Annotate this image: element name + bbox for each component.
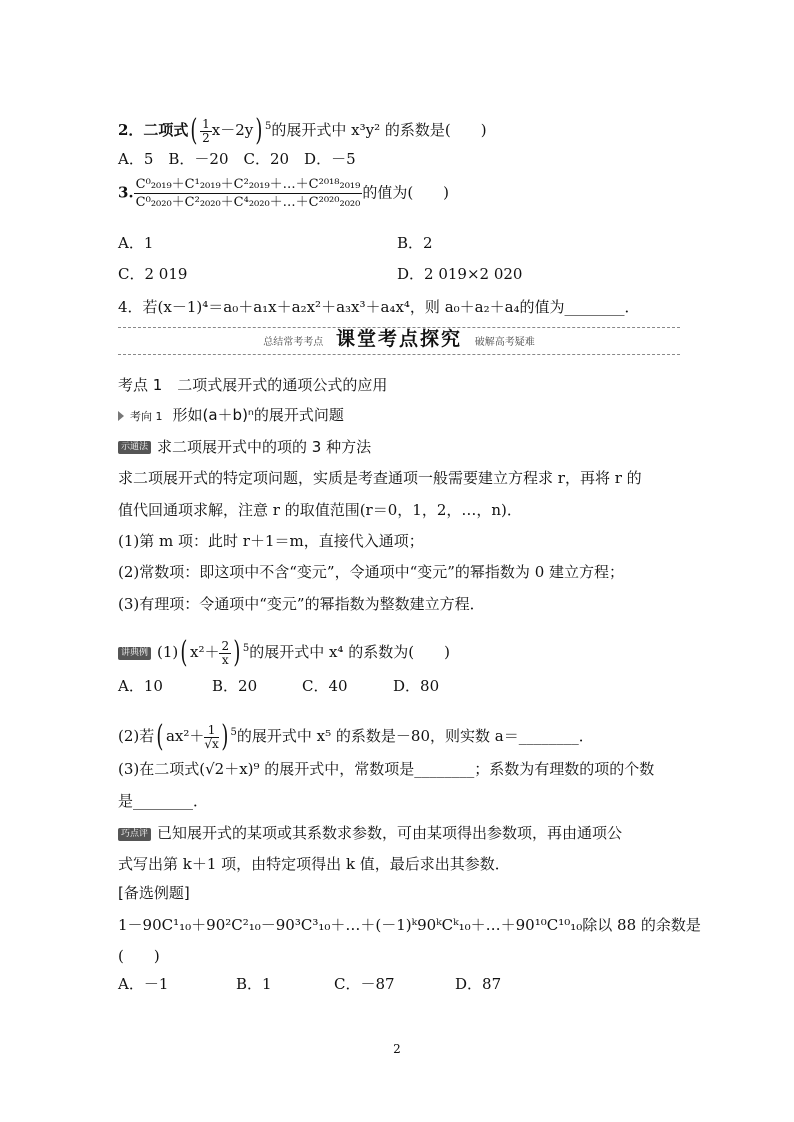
example-3-line2: 是________． xyxy=(118,792,209,810)
q3-option-c: C．2 019 xyxy=(118,265,188,283)
kaodian-heading: 考点 1 二项式展开式的通项公式的应用 xyxy=(118,376,388,394)
banner-left: 总结常考考点 xyxy=(263,337,324,348)
comment-line1 xyxy=(118,822,622,844)
banner-right: 破解高考疑难 xyxy=(474,337,535,348)
q2-suffix: 的展开式中 x³y² 的系数是( ) xyxy=(271,121,487,139)
backup-option-a: A．－1 xyxy=(118,975,169,993)
example-fraction: $\frac{2}{x}$ xyxy=(221,638,230,667)
kaoxiang-heading xyxy=(118,404,344,428)
left-paren: ( xyxy=(190,113,198,148)
backup-question: 1－90C¹₁₀＋90²C²₁₀－90³C³₁₀＋…＋(－1)ᵏ90ᵏCᵏ₁₀＋…＋90¹⁰C¹⁰₁₀除以 88 的余数是 xyxy=(118,916,701,934)
q2-inner: x－2y xyxy=(211,121,254,139)
q2-power: 5 xyxy=(265,121,272,132)
kaoxiang-tag: 考向 1 xyxy=(130,410,163,423)
q3-option-a: A．1 xyxy=(118,234,154,252)
q2-prefix: 2．二项式 xyxy=(118,121,189,139)
ex2-label: (2)若 xyxy=(118,727,155,745)
ex-option-b: B．20 xyxy=(212,677,258,695)
example-1 xyxy=(118,635,450,670)
backup-option-b: B．1 xyxy=(236,975,272,993)
q3-suffix: 的值为( ) xyxy=(362,183,450,202)
right-paren: ) xyxy=(233,635,241,670)
left-paren: ( xyxy=(156,719,164,754)
question-3 xyxy=(118,176,449,211)
comment-tag: 巧点评 xyxy=(118,828,151,841)
backup-title: [备选例题] xyxy=(118,884,190,902)
page-number: 2 xyxy=(393,1042,401,1056)
ex2-power: 5 xyxy=(230,727,237,738)
backup-paren: ( ) xyxy=(118,947,160,965)
example-tag: 讲典例 xyxy=(118,647,151,660)
q3-option-b: B．2 xyxy=(397,234,433,252)
question-2 xyxy=(118,113,487,148)
banner-title: 课堂考点探究 xyxy=(335,328,462,350)
example-term: x²＋ xyxy=(189,643,220,661)
para-2: 值代回通项求解，注意 r 的取值范围(r＝0，1，2，…，n)． xyxy=(118,501,522,519)
left-paren: ( xyxy=(180,635,188,670)
example-suffix: 的展开式中 x⁴ 的系数为( ) xyxy=(249,643,450,661)
right-paren: ) xyxy=(255,113,263,148)
example-3-line1: (3)在二项式(√2＋x)⁹ 的展开式中，常数项是________；系数为有理数的项的个数 xyxy=(118,760,655,778)
ex2-term: ax²＋ xyxy=(165,727,205,745)
method-title: 求二项展开式中的项的 3 种方法 xyxy=(157,438,372,456)
q3-label: 3. xyxy=(118,183,134,202)
triangle-icon xyxy=(118,411,124,421)
q3-option-d: D．2 019×2 020 xyxy=(397,265,523,283)
ex2-suffix: 的展开式中 x⁵ 的系数是－80，则实数 a＝________． xyxy=(236,727,594,745)
q3-fraction: $\frac{\text{C⁰₂₀₁₉＋C¹₂₀₁₉＋C²₂₀₁₉＋…＋C²⁰¹⁸₂₀₁₉}}{\text{C⁰₂₀₂₀＋C²₂₀₂₀＋C⁴₂₀₂₀＋…＋C²⁰²⁰₂₀₂₀}}$ xyxy=(135,177,361,210)
method-tag: 示通法 xyxy=(118,441,151,454)
ex2-fraction: $\frac{1}{√x}$ xyxy=(204,722,219,751)
para-1: 求二项展开式的特定项问题，实质是考查通项一般需要建立方程求 r，再将 r 的 xyxy=(118,469,642,487)
kaoxiang-text: 形如(a＋b)ⁿ的展开式问题 xyxy=(172,406,344,424)
item-1: (1)第 m 项：此时 r＋1＝m，直接代入通项； xyxy=(118,532,424,550)
comment-line2: 式写出第 k＋1 项，由特定项得出 k 值，最后求出其参数． xyxy=(118,855,510,873)
example-label: (1) xyxy=(157,643,179,661)
backup-option-d: D．87 xyxy=(455,975,502,993)
ex-option-a: A．10 xyxy=(118,677,163,695)
banner-rule-bottom xyxy=(118,354,680,355)
section-banner xyxy=(118,325,680,353)
comment-text1: 已知展开式的某项或其系数求参数，可由某项得出参数项，再由通项公 xyxy=(157,824,623,842)
question-4: 4．若(x－1)⁴＝a₀＋a₁x＋a₂x²＋a₃x³＋a₄x⁴，则 a₀＋a₂＋a₄的值为________． xyxy=(118,298,640,316)
example-2 xyxy=(118,719,594,754)
item-3: (3)有理项：令通项中“变元”的幂指数为整数建立方程． xyxy=(118,595,485,613)
backup-option-c: C．－87 xyxy=(334,975,395,993)
item-2: (2)常数项：即这项中不含“变元”，令通项中“变元”的幂指数为 0 建立方程； xyxy=(118,563,625,581)
ex-option-d: D．80 xyxy=(393,677,440,695)
q2-options: A．5 B．－20 C．20 D．－5 xyxy=(118,150,356,168)
method-heading xyxy=(118,436,371,458)
q2-fraction: $\frac{1}{2}$ xyxy=(202,116,210,145)
right-paren: ) xyxy=(221,719,229,754)
example-power: 5 xyxy=(242,643,250,654)
ex-option-c: C．40 xyxy=(302,677,348,695)
